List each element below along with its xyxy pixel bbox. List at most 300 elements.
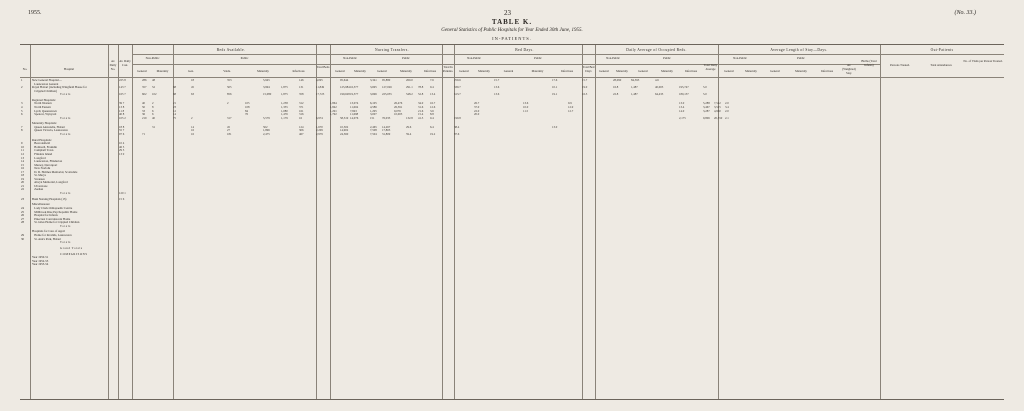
daily-cost: 13 0 (119, 151, 125, 156)
cell-value: 68 (173, 85, 176, 90)
cell-value: 1,487 (631, 92, 638, 97)
col-persons-treated: Persons Treated. (890, 63, 910, 67)
cell-value: 2,475 (263, 132, 270, 137)
cell-value: 20.0 (474, 112, 480, 117)
group-length-of-stay: Average Length of Stay—Days. (770, 48, 828, 52)
col-beds-general: General (137, 69, 147, 73)
row-number: 16 (21, 166, 24, 171)
col-bd-pub-general: General (503, 69, 514, 73)
cell-value: 317 (227, 115, 232, 120)
hospital-name: Maternity Hospitals: (32, 121, 57, 126)
cell-value: 613.7 (454, 92, 461, 97)
hospital-name: Queen Alexandra, Hobart (32, 124, 65, 129)
hospital-name: Totals (60, 115, 71, 120)
col-total-beds: Total Beds (316, 65, 330, 69)
cell-value: 502 (263, 124, 268, 129)
cell-value: 151 (370, 115, 375, 120)
cell-value: 199.8 (454, 115, 461, 120)
cell-value: 1,080 (281, 108, 288, 113)
cell-value: 87.6 (454, 132, 460, 137)
cell-value: 26,391 (394, 105, 403, 110)
cell-value: 37.0 (474, 105, 480, 110)
col-total-attendances: Total Attendances (930, 63, 952, 67)
cell-value: 3,696 (370, 92, 377, 97)
hospital-name: Bothwell, Franklin (32, 144, 57, 149)
col-bd-infectious: Infectious (561, 69, 573, 73)
cell-value: 11,849 (316, 85, 325, 90)
cell-value: 4,960 (714, 108, 721, 113)
col-beds-public: Public (240, 56, 249, 60)
cell-value: 108 (245, 105, 250, 110)
col-da-maternity: Maternity (616, 69, 628, 73)
row-number: 17 (21, 169, 24, 174)
col-nt-pub-maternity: Maternity (400, 69, 412, 73)
hospital-name: Royal Hobart (including Wingfield House for (32, 85, 87, 90)
cell-value: 14,076 (350, 115, 359, 120)
col-births: Births (Total Infants) (861, 59, 877, 67)
cell-value: 59.4 (406, 132, 412, 137)
cell-value: 102 (152, 92, 157, 97)
cell-value: 16 (299, 115, 302, 120)
row-number: 22 (21, 187, 24, 192)
cell-value: 13.0 (679, 101, 685, 106)
hospital-name: Zeehan (32, 187, 44, 192)
cell-value: 124 (299, 124, 304, 129)
col-nt-pub-general: General (377, 69, 387, 73)
hospital-name: Queen Victoria, Launceston (32, 128, 68, 133)
cell-value: 127,026 (382, 85, 392, 90)
hospital-name: COMPARISONS (60, 251, 88, 256)
cell-value: 13.6 (494, 85, 500, 90)
col-nt-public: Public (402, 56, 410, 60)
cell-value: 286 (142, 78, 147, 82)
cell-value: 29.6 (406, 124, 412, 129)
cell-value: 34.0 (418, 101, 424, 106)
cell-value: 161 (299, 108, 304, 113)
col-nt-non-public: Non-Public (343, 56, 357, 60)
cell-value: 1,291 (330, 108, 337, 113)
hospital-name: New General Hospital— (32, 78, 62, 82)
cell-value: 9,076 (394, 108, 401, 113)
cell-value: 3,341 (370, 78, 377, 82)
row-number: 1 (21, 78, 23, 82)
cell-value: 31 (152, 124, 155, 129)
cell-value: 76 (245, 112, 248, 117)
cell-value: 12 (173, 108, 176, 113)
group-daily-average: Daily Average of Occupied Beds. (626, 48, 687, 52)
col-av-daily-no: Av. Daily No. (109, 59, 117, 71)
section-heading: IN-PATIENTS. (492, 36, 532, 41)
cell-value: 132.8 (406, 115, 413, 120)
col-no: No. (22, 67, 28, 71)
cell-value: 13.6 (523, 101, 529, 106)
hospital-name: Alwyn Memorial, Longford (32, 180, 68, 185)
cell-value: 2 (227, 101, 229, 106)
row-number: 23 (21, 196, 24, 201)
cell-value: 4.6 (655, 78, 659, 82)
cell-value: 78.8 (418, 85, 424, 90)
cell-value: 95,880 (382, 78, 391, 82)
cell-value: 8 (152, 105, 154, 110)
group-out-patients: Out-Patients (930, 48, 954, 52)
daily-cost: 10 4 (119, 141, 125, 146)
col-ls-pub-general: General (770, 69, 780, 73)
cell-value: 1,295 (370, 108, 377, 113)
hospital-name: St. Marys (32, 173, 46, 178)
daily-cost: 46 5 (119, 144, 125, 149)
hospital-name: Totals (60, 240, 71, 245)
cell-value: 68 (173, 92, 176, 97)
cell-value: 1,875 (281, 85, 288, 90)
daily-cost: 55 7 (119, 128, 125, 133)
cell-value: 63 (191, 92, 194, 97)
cell-value: 58,519 (340, 115, 349, 120)
row-number: 6 (21, 112, 23, 117)
col-beds-non-public: Non-Public (145, 56, 160, 60)
statistics-table (20, 44, 1004, 400)
group-beds-available: Beds Available. (216, 48, 246, 52)
cell-value: 10.0 (523, 105, 529, 110)
col-ls-pub-maternity: Maternity (795, 69, 807, 73)
cell-value: 3,287 (703, 108, 710, 113)
cell-value: 16 (191, 132, 194, 137)
table-row (20, 263, 1004, 267)
cell-value: 13.6 (494, 92, 500, 97)
cell-value: 8.8 (430, 112, 434, 117)
document-reference: (No. 33.) (954, 10, 976, 16)
cell-value: 76,033 (382, 115, 391, 120)
cell-value: 16.7 (430, 101, 436, 106)
col-total-daily-average: Total Daily Average (703, 63, 718, 71)
cell-value: 95,644 (340, 78, 349, 82)
cell-value: 14,902 (340, 128, 349, 133)
row-number: 8 (21, 128, 23, 133)
cell-value: 38.4 (454, 124, 460, 129)
col-da-non-public: Non-Public (606, 56, 620, 60)
daily-cost: 39 7 (119, 101, 125, 106)
hospital-name: Lady Clark Orthopaedic Centre (32, 205, 73, 210)
hospital-name: Spencer, Wynyard (32, 112, 57, 117)
cell-value: 84 (245, 108, 248, 113)
cell-value: 1,476 (281, 112, 288, 117)
cell-value: 21.6 (418, 108, 424, 113)
row-number: 11 (21, 148, 24, 153)
daily-cost: 13 8 (119, 105, 125, 110)
daily-cost: 11 8 (119, 108, 125, 113)
row-number: 26 (21, 213, 24, 218)
cell-value: 4,586 (370, 105, 377, 110)
col-nt-general: General (335, 69, 345, 73)
cell-value: 11,604 (350, 105, 359, 110)
cell-value: 71 (142, 132, 145, 137)
cell-value: 13.4 (679, 105, 685, 110)
page-year: 1955. (28, 10, 42, 16)
cell-value: 10,502 (340, 124, 349, 129)
cell-value: 14 (191, 124, 194, 129)
table-title: TABLE K. (491, 18, 533, 26)
cell-value: 15,080 (263, 92, 272, 97)
cell-value: 52 (152, 85, 155, 90)
col-ls-non-public: Non-Public (733, 56, 747, 60)
cell-value: 195,747 (679, 85, 689, 90)
cell-value: 312 (299, 101, 304, 106)
cell-value: 856 (227, 92, 232, 97)
cell-value: 64,433 (655, 92, 664, 97)
cell-value: 11.5 (523, 108, 529, 113)
cell-value: 41.5 (418, 115, 424, 120)
cell-value: 48 (152, 78, 155, 82)
col-bd-maternity: Maternity (478, 69, 490, 73)
cell-value: 3.6 (430, 108, 434, 113)
hospital-name: D. D. Holmes Memorial, Scottsdale (32, 169, 78, 174)
cell-value: 26.7 (474, 101, 480, 106)
cell-value: 26,476 (394, 101, 403, 106)
hospital-name: Bush Nursing Hospitals (13) (32, 196, 67, 201)
row-number: 10 (21, 144, 24, 149)
cell-value: 2,175 (679, 115, 686, 120)
cell-value: 7,542 (714, 101, 721, 106)
col-ls-maternity: Maternity (745, 69, 757, 73)
row-number: 7 (21, 124, 23, 129)
cell-value: 16.8 (613, 85, 619, 90)
cell-value: 3,525 (714, 105, 721, 110)
col-da-public: Public (663, 56, 671, 60)
cell-value: 27 (227, 128, 230, 133)
daily-cost: 97 6 (119, 132, 125, 137)
hospital-name: Year 1952-53 (32, 258, 49, 263)
cell-value: 33 (142, 108, 145, 113)
cell-value: 84,593 (631, 78, 640, 82)
cell-value: 105 (245, 101, 250, 106)
cell-value: 5,945 (263, 78, 270, 82)
cell-value: 6,105 (370, 101, 377, 106)
hospital-name: Millbrook Rise Psychopathic Home (32, 209, 78, 214)
daily-cost: 225 8 (119, 78, 126, 82)
row-number: 27 (21, 216, 24, 221)
hospital-name: North Western (32, 101, 52, 106)
cell-value: 13.4 (430, 92, 436, 97)
hospital-name: Year 1950-51 (32, 255, 49, 260)
hospital-name: Miscellaneous: (32, 202, 51, 207)
cell-value: 357 (142, 85, 147, 90)
col-bd-non-public: Non-Public (467, 56, 481, 60)
cell-value: 199,628 (340, 92, 350, 97)
cell-value: 548.2 (406, 92, 413, 97)
cell-value: 505 (227, 85, 232, 90)
cell-value: 36 (142, 112, 145, 117)
cell-value: 40,003 (655, 85, 664, 90)
cell-value: 1,864 (330, 101, 337, 106)
cell-value: 3,994 (263, 85, 270, 90)
hospital-name: Home for Invalids, Launceston (32, 233, 72, 237)
hospital-name: Totals (60, 223, 71, 228)
row-number: 4 (21, 105, 23, 110)
col-beds-gen: Gen. (188, 69, 194, 73)
cell-value: 1,842 (330, 105, 337, 110)
cell-value: 259.6 (454, 78, 461, 82)
cell-value: 1,792 (330, 112, 337, 117)
hospital-name: Hospital for Infants (32, 213, 58, 218)
cell-value: 6 (152, 108, 154, 113)
daily-cost: 15 6 (119, 196, 125, 201)
hospital-name: Mersey, Devonport (32, 162, 58, 167)
cell-value: 15.7 (494, 78, 500, 82)
row-number: 20 (21, 180, 24, 185)
cell-value: 306 (299, 128, 304, 133)
hospital-name: St. Ann's Park, Hobart (32, 236, 62, 241)
cell-value: 7.6 (430, 78, 434, 82)
cell-value: 131 (299, 85, 304, 90)
cell-value: 9,806 (703, 115, 710, 120)
cell-value: 52.8 (418, 92, 424, 97)
group-nursing-transfers: Nursing Transfers. (375, 48, 409, 52)
row-number: 29 (21, 233, 24, 237)
cell-value: 40 (152, 115, 155, 120)
hospital-name: Totals (60, 132, 71, 137)
daily-cost: 105 2 (119, 115, 126, 120)
daily-cost: 165 7 (119, 92, 126, 97)
col-visits-per-person: No. of Visits per Person Treated. (963, 59, 1003, 63)
col-ls-public: Public (797, 56, 805, 60)
cell-value: 5,579 (263, 115, 270, 120)
cell-value: 125,984 (340, 85, 350, 90)
col-ls-infectious: Infectious (821, 69, 833, 73)
cell-value: 15.4 (418, 112, 424, 117)
hospital-name: Launceston, Flinderton (32, 159, 63, 164)
cell-value: 9.9 (568, 101, 572, 106)
cell-value: 11,698 (350, 112, 359, 117)
col-av-daily-cost: Av. Daily Cost. (119, 59, 131, 67)
cell-value: 7,508 (370, 128, 377, 133)
cell-value: 22.0 (474, 108, 480, 113)
row-number: 18 (21, 173, 24, 178)
cell-value: 0.4 (430, 115, 434, 120)
cell-value: 339.7 (454, 85, 461, 90)
hospital-name: Swansea (32, 176, 45, 181)
cell-value: 15.7 (582, 78, 588, 82)
daily-cost: 143 7 (119, 85, 126, 90)
cell-value: 23 (173, 105, 176, 110)
col-beds-maternity-public: Maternity (257, 69, 269, 73)
row-number: 14 (21, 159, 24, 164)
hospital-name: Rural Hospitals: (32, 137, 52, 142)
cell-value: 6,974 (316, 115, 323, 120)
cell-value: 19.1 (552, 92, 558, 97)
hospital-name: Regional Hospitals: (32, 97, 56, 102)
cell-value: 4,095 (316, 78, 323, 82)
cell-value: 1,670 (316, 124, 323, 129)
cell-value: 1,355 (281, 105, 288, 110)
cell-value: 5.0 (703, 85, 707, 90)
table-body (20, 79, 1004, 267)
cell-value: 18 (191, 78, 194, 82)
cell-value: 40 (142, 101, 145, 106)
cell-value: 2.0 (725, 108, 729, 113)
cell-value: 19.2 (430, 132, 436, 137)
col-beds-maternity: Maternity (156, 69, 169, 73)
cell-value: 225,035 (382, 92, 392, 97)
cell-value: 50 (142, 105, 145, 110)
row-number: 30 (21, 236, 24, 241)
daily-cost: 120 1 (119, 190, 126, 195)
hospital-name: Launceston General (32, 81, 59, 86)
col-ls-general: General (724, 69, 734, 73)
cell-value: 2.1 (725, 115, 729, 120)
cell-value: 13.0 (552, 124, 558, 129)
cell-value: 12.7 (568, 108, 574, 113)
cell-value: 1,258 (281, 101, 288, 106)
cell-value: 7,504 (370, 132, 377, 137)
cell-value: 467 (299, 132, 304, 137)
hospital-name: Pinecrest Convalescent Home (32, 216, 71, 221)
col-total-bed-days: Total Bed Days (582, 65, 595, 73)
hospital-name: Beaconsfield (32, 141, 50, 146)
cell-value: 12.9 (568, 105, 574, 110)
cell-value: 146 (299, 78, 304, 82)
cell-value: 14,267 (382, 124, 391, 129)
cell-value: 3,695 (370, 85, 377, 90)
hospital-name: Totals (60, 92, 71, 97)
cell-value: 1,487 (631, 85, 638, 90)
cell-value: 602 (142, 92, 147, 97)
table-subtitle: General Statistics of Public Hospitals for Year Ended 30th June, 1955. (441, 28, 583, 33)
hospital-name: Ulverstone (32, 183, 48, 188)
cell-value: 9.4 (430, 85, 434, 90)
cell-value: 7,843 (350, 108, 357, 113)
cell-value: 16,377 (350, 85, 359, 90)
row-number: 13 (21, 155, 24, 160)
col-total-patients: Total In Patients. (442, 65, 454, 73)
cell-value: 2 (152, 101, 154, 106)
cell-value: 21 (173, 101, 176, 106)
cell-value: 2,465 (370, 124, 377, 129)
hospital-name: Longford (32, 155, 46, 160)
col-beds-infectious: Infectious (292, 69, 305, 73)
row-number: 21 (21, 183, 24, 188)
hospital-name: Hospitals for Care of Aged: (32, 229, 66, 234)
cell-value: 19,377 (350, 92, 359, 97)
daily-cost: 29 3 (119, 148, 125, 153)
cell-value: 14.0 (679, 108, 685, 113)
cell-value: 14 (173, 112, 176, 117)
cell-value: 20,550 (714, 115, 723, 120)
cell-value: 1,179 (281, 115, 288, 120)
col-da-infectious: Infectious (685, 69, 697, 73)
cell-value: 3.4 (725, 105, 729, 110)
cell-value: 353 (227, 78, 232, 82)
cell-value: 5,288 (703, 101, 710, 106)
row-number: 3 (21, 101, 23, 106)
row-number: 12 (21, 151, 24, 156)
cell-value: 181 (227, 132, 232, 137)
cell-value: 6.4 (430, 124, 434, 129)
cell-value: 31,809 (382, 132, 391, 137)
cell-value: 17,803 (382, 128, 391, 133)
cell-value: 45 (191, 85, 194, 90)
hospital-name: New Norfolk (32, 166, 51, 171)
row-number: 25 (21, 209, 24, 214)
daily-cost: 18 8 (119, 124, 125, 129)
cell-value: 5.0 (703, 92, 707, 97)
cell-value: 291.1 (406, 85, 413, 90)
col-hospital: Hospital (63, 67, 75, 71)
cell-value: 22.8 (613, 92, 619, 97)
cell-value: 1,896 (263, 128, 270, 133)
cell-value: 3,007 (370, 112, 377, 117)
cell-value: 6 (152, 112, 154, 117)
cell-value: 17,723 (316, 92, 325, 97)
cell-value: 10,003 (394, 112, 403, 117)
